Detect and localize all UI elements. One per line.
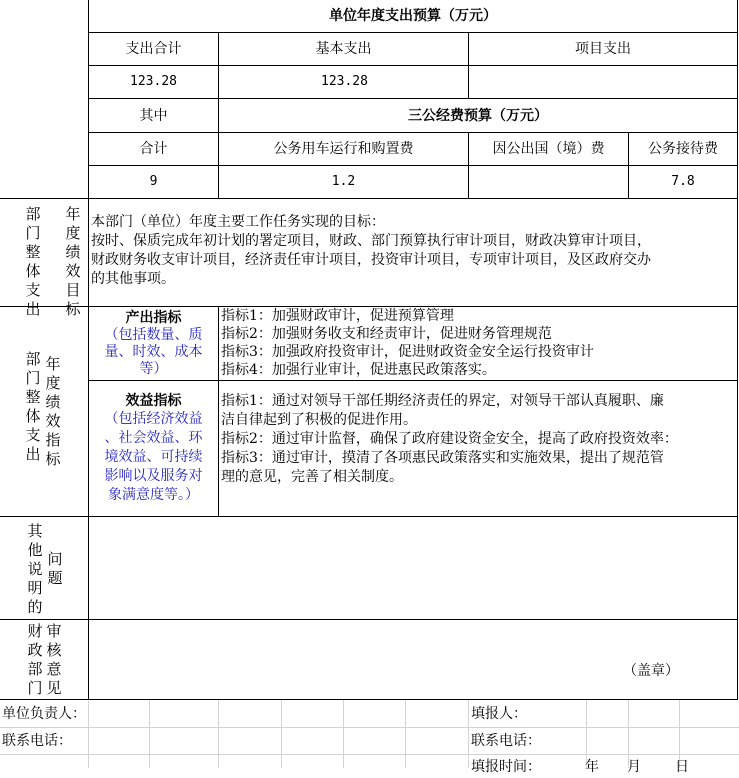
budget-title: 单位年度支出预算（万元） xyxy=(329,8,497,24)
other-label-a-text: 其他说明的 xyxy=(27,522,43,616)
three-public-header-abroad: 因公出国（境）费 xyxy=(492,141,605,157)
benefit-indicator-item: 洁自律起到了积极的促进作用。 xyxy=(221,412,417,428)
fill-time-day: 日 xyxy=(675,759,689,775)
dept-goal-line: 按时、保质完成年初计划的署定项目，财政、部门预算执行审计项目，财政决算审计项目， xyxy=(91,233,651,249)
benefit-indicator-desc: 、社会效益、环 xyxy=(104,430,203,446)
three-public-value-total: 9 xyxy=(149,174,158,189)
dept-goal-line: 财政财务收支审计项目，经济责任审计项目，投资审计项目，专项审计项目，及区政府交办 xyxy=(91,252,651,268)
three-public-value-reception: 7.8 xyxy=(671,174,695,189)
benefit-indicator-cell xyxy=(89,392,218,512)
filler-label: 填报人： xyxy=(471,706,527,722)
benefit-indicator-item: 指标2：通过审计监督，确保了政府建设资金安全，提高了政府投资效率： xyxy=(221,431,678,447)
dept-goal-label-b-text: 年度绩效目标 xyxy=(65,205,81,318)
other-label-b xyxy=(46,550,66,590)
benefit-indicator-item: 理的意见，完善了相关制度。 xyxy=(221,469,403,485)
dept-goal-text xyxy=(91,213,737,303)
budget-value-project xyxy=(469,66,737,98)
benefit-indicator-desc: 境效益、可持续 xyxy=(104,449,203,465)
fill-time-year: 年 xyxy=(585,759,599,775)
output-indicator-item: 指标3：加强政府投资审计，促进财政资金安全运行投资审计 xyxy=(221,344,594,360)
finance-stamp: （盖章） xyxy=(623,663,679,679)
benefit-indicator-desc: 影响以及服务对 xyxy=(104,468,203,484)
three-public-header-total: 合计 xyxy=(139,141,168,157)
dept-indicators-label-b xyxy=(44,355,64,475)
dept-goal-line: 的其他事项。 xyxy=(91,271,175,287)
output-indicator-title: 产出指标 xyxy=(125,310,182,326)
phone-right-label: 联系电话： xyxy=(471,733,541,749)
dept-indicators-label-a xyxy=(24,350,44,470)
dept-indicators-label-a-text: 部门整体支出 xyxy=(25,350,41,463)
budget-value-total: 123.28 xyxy=(130,74,177,89)
fill-time-month: 月 xyxy=(627,759,641,775)
benefit-indicator-desc: 象满意度等。） xyxy=(108,487,199,503)
output-indicator-item: 指标4：加强行业审计，促进惠民政策落实。 xyxy=(221,362,496,378)
finance-label-b xyxy=(45,622,65,698)
three-public-value-abroad xyxy=(469,166,628,198)
phone-left-label: 联系电话： xyxy=(2,733,72,749)
other-content xyxy=(91,520,737,616)
three-public-header-car: 公务用车运行和购置费 xyxy=(273,141,414,157)
benefit-indicator-desc: （包括经济效益 xyxy=(104,411,203,427)
benefit-indicator-item: 指标3：通过审计，摸清了各项惠民政策落实和实施效果，提出了规范管 xyxy=(221,450,664,466)
finance-label-b-text: 审核意见 xyxy=(46,622,62,697)
dept-goal-line: 本部门（单位）年度主要工作任务实现的目标： xyxy=(91,214,385,230)
output-indicator-item: 指标1：加强财政审计，促进预算管理 xyxy=(221,308,454,324)
unit-head-label: 单位负责人： xyxy=(2,706,86,722)
fill-time-label: 填报时间： xyxy=(471,759,541,775)
dept-goal-label-b xyxy=(60,205,86,318)
dept-goal-label-a-text: 部门整体支出 xyxy=(25,205,41,318)
other-label-a xyxy=(26,522,46,617)
three-public-title: 三公经费预算（万元） xyxy=(408,107,548,124)
output-indicator-desc: （包括数量、质 xyxy=(104,327,203,343)
budget-header-basic: 基本支出 xyxy=(315,41,372,57)
budget-value-basic: 123.28 xyxy=(321,74,368,89)
benefit-indicator-title: 效益指标 xyxy=(125,393,182,409)
finance-label-a xyxy=(26,622,46,698)
budget-header-total: 支出合计 xyxy=(125,41,182,57)
three-public-header-reception: 公务接待费 xyxy=(648,141,718,157)
finance-label-a-text: 财政部门 xyxy=(27,622,43,697)
output-indicator-items xyxy=(221,307,737,379)
output-indicator-cell xyxy=(89,309,218,379)
dept-indicators-label-b-text: 年度绩效指标 xyxy=(45,355,61,468)
output-indicator-item: 指标2：加强财务收支和经责审计，促进财务管理规范 xyxy=(221,326,552,342)
other-label-b-text: 问题 xyxy=(47,550,63,587)
dept-goal-label-a xyxy=(2,205,52,318)
output-indicator-desc: 等） xyxy=(139,361,168,377)
three-public-label: 其中 xyxy=(139,107,168,124)
budget-header-project: 项目支出 xyxy=(575,41,631,57)
benefit-indicator-item: 指标1：通过对领导干部任期经济责任的界定，对领导干部认真履职、廉 xyxy=(221,393,664,409)
benefit-indicator-items xyxy=(221,392,737,512)
three-public-value-car: 1.2 xyxy=(331,174,356,189)
output-indicator-desc: 量、时效、成本 xyxy=(104,344,203,360)
